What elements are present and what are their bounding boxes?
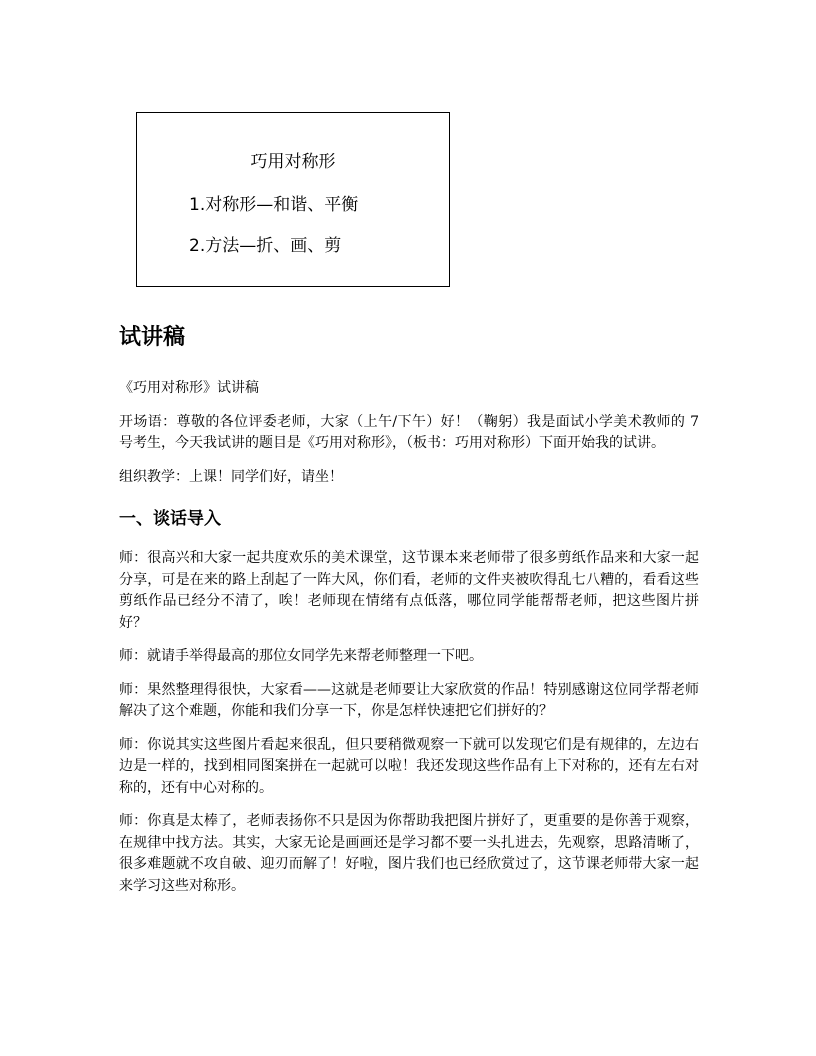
paragraph: 师：果然整理得很快，大家看——这就是老师要让大家欣赏的作品！特别感谢这位同学帮老师解决了这个难题，你能和我们分享一下，你是怎样快速把它们拼好的？ <box>119 681 699 719</box>
paragraph: 师：你真是太棒了，老师表扬你不只是因为你帮助我把图片拼好了，更重要的是你善于观察，在规律中找方法。其实，大家无论是画画还是学习都不要一头扎进去，先观察，思路清晰了，很多难题就不攻自破、迎刃而解了！好啦，图片我们也已经欣赏过了，这节课老师带大家一起来学习这些对称形。 <box>119 813 699 894</box>
lecture-subtitle: 《巧用对称形》试讲稿 <box>119 380 259 396</box>
paragraph: 师：很高兴和大家一起共度欢乐的美术课堂，这节课本来老师带了很多剪纸作品来和大家一起分享，可是在来的路上刮起了一阵大风，你们看，老师的文件夹被吹得乱七八糟的，看看这些剪纸作品已经分不清了，唉！老师现在情绪有点低落，哪位同学能帮帮老师，把这些图片拼好？ <box>119 550 699 631</box>
document-body <box>119 320 699 909</box>
board-title: 巧用对称形 <box>250 152 336 172</box>
section-heading: 一、谈话导入 <box>119 509 221 529</box>
opening-paragraph: 开场语：尊敬的各位评委老师，大家（上午/下午）好！（鞠躬）我是面试小学美术教师的 7 号考生，今天我试讲的题目是《巧用对称形》，（板书：巧用对称形）下面开始我的试讲。 <box>119 413 699 451</box>
board-item-1: 1.对称形—和谐、平衡 <box>189 195 359 215</box>
board-item-2: 2.方法—折、画、剪 <box>189 236 342 256</box>
blackboard-box <box>136 112 450 287</box>
paragraph: 师：你说其实这些图片看起来很乱，但只要稍微观察一下就可以发现它们是有规律的，左边右边是一样的，找到相同图案拼在一起就可以啦！我还发现这些作品有上下对称的，还有左右对称的，还有中心对称的。 <box>119 736 699 796</box>
organize-paragraph: 组织教学：上课！同学们好，请坐！ <box>119 468 343 485</box>
document-title: 试讲稿 <box>119 325 186 350</box>
paragraph: 师：就请手举得最高的那位女同学先来帮老师整理一下吧。 <box>119 648 483 664</box>
